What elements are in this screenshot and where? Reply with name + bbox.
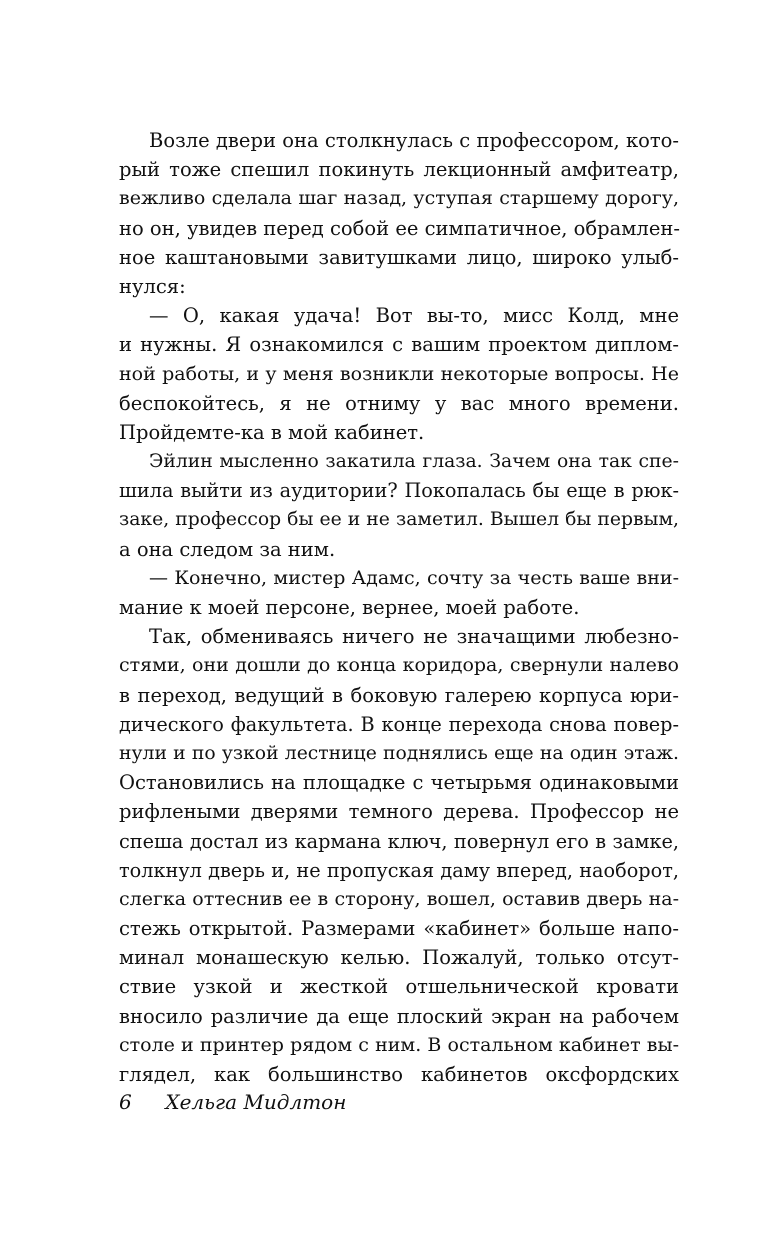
text-line: — О, какая удача! Вот вы-то, мисс Колд, мне	[149, 304, 679, 328]
text-line: Остановились на площадке с четырьмя одинаковыми	[119, 771, 679, 795]
text-line: но он, увидев перед собой ее симпатичное, обрамлен-	[119, 216, 680, 240]
text-line: нулся:	[119, 274, 186, 298]
text-line: дического факультета. В конце перехода снова повер-	[119, 712, 679, 736]
text-line: столе и принтер рядом с ним. В остальном кабинет вы-	[119, 1033, 679, 1056]
text-line: в переход, ведущий в боковую галерею корпуса юри-	[119, 683, 679, 707]
text-line: мание к моей персоне, вернее, моей работе.	[119, 596, 580, 619]
text-line: шила выйти из аудитории? Покопалась бы еще в рюк-	[119, 479, 679, 503]
text-line: беспокойтесь, я не отниму у вас много времени.	[119, 391, 679, 415]
author-name: Хельга Мидлтон	[165, 1090, 347, 1114]
text-line: минал монашескую келью. Пожалуй, только отсут-	[119, 946, 679, 970]
text-line: ное каштановыми завитушками лицо, широко улыб-	[119, 245, 679, 269]
text-line: ствие узкой и жесткой отшельнической кровати	[119, 975, 679, 999]
text-line: и нужны. Я ознакомился с вашим проектом диплом-	[119, 333, 679, 357]
text-line: толкнул дверь и, не пропуская даму вперед, наоборот,	[119, 858, 679, 882]
text-line: а она следом за ним.	[119, 537, 336, 561]
text-line: глядел, как большинство кабинетов оксфордских	[119, 1063, 679, 1086]
text-line: вежливо сделала шаг назад, уступая старшему дорогу,	[119, 187, 679, 210]
text-line: Так, обмениваясь ничего не значащими любезно-	[149, 625, 679, 649]
text-line: Пройдемте-ка в мой кабинет.	[119, 420, 425, 444]
text-line: стями, они дошли до конца коридора, свернули налево	[119, 654, 679, 677]
text-line: Возле двери она столкнулась с профессором, кото-	[149, 129, 679, 152]
page-number: 6	[119, 1090, 132, 1114]
text-line: рифлеными дверями темного дерева. Профессор не	[119, 800, 679, 824]
text-line: вносило различие да еще плоский экран на рабочем	[119, 1004, 679, 1028]
body-text	[119, 126, 679, 1089]
text-line: ной работы, и у меня возникли некоторые вопросы. Не	[119, 362, 679, 385]
text-line: Эйлин мысленно закатила глаза. Зачем она так спе-	[149, 451, 679, 473]
text-line: спеша достал из кармана ключ, повернул его в замке,	[119, 829, 679, 853]
text-line: — Конечно, мистер Адамс, сочту за честь ваше вни-	[149, 566, 679, 589]
text-line: заке, профессор бы ее и не заметил. Вышел бы первым,	[119, 509, 679, 531]
page-footer	[119, 1090, 346, 1114]
text-line: рый тоже спешил покинуть лекционный амфитеатр,	[119, 158, 679, 182]
text-line: слегка оттеснив ее в сторону, вошел, оставив дверь на-	[119, 887, 679, 910]
text-line: нули и по узкой лестнице поднялись еще на один этаж.	[119, 742, 679, 764]
text-line: стежь открытой. Размерами «кабинет» больше напо-	[119, 917, 679, 941]
